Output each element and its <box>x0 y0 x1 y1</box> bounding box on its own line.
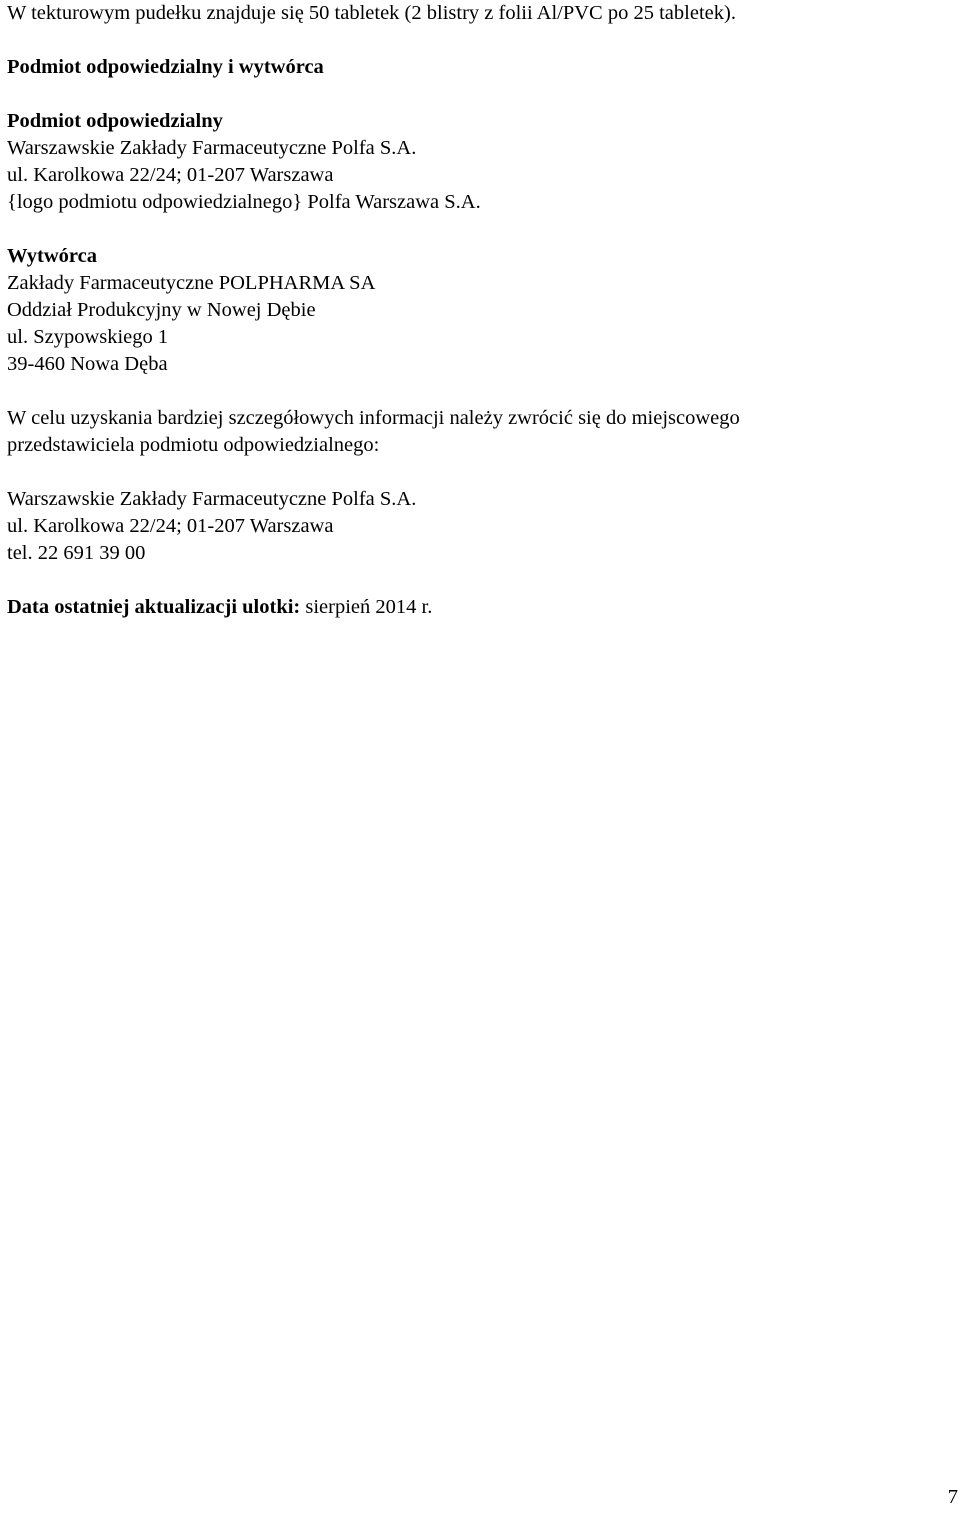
marketing-holder-heading: Podmiot odpowiedzialny <box>7 110 223 132</box>
spacer <box>7 216 952 243</box>
manufacturer-division: Oddział Produkcyjny w Nowej Dębie <box>7 299 316 321</box>
marketing-holder-logo-line: {logo podmiotu odpowiedzialnego} Polfa Warszawa S.A. <box>7 191 481 213</box>
page-number: 7 <box>947 1486 958 1508</box>
contact-intro-line1: W celu uzyskania bardziej szczegółowych informacji należy zwrócić się do miejscowego <box>7 407 740 429</box>
contact-address: ul. Karolkowa 22/24; 01-207 Warszawa <box>7 515 334 537</box>
last-update-label: Data ostatniej aktualizacji ulotki: <box>7 596 301 618</box>
contact-phone: tel. 22 691 39 00 <box>7 542 146 564</box>
spacer <box>7 27 952 54</box>
spacer <box>7 567 952 594</box>
contact-name: Warszawskie Zakłady Farmaceutyczne Polfa S.A. <box>7 488 417 510</box>
spacer <box>7 378 952 405</box>
manufacturer-city: 39-460 Nowa Dęba <box>7 353 168 375</box>
manufacturer-block <box>7 243 952 378</box>
manufacturer-street: ul. Szypowskiego 1 <box>7 326 169 348</box>
spacer <box>7 81 952 108</box>
section-heading: Podmiot odpowiedzialny i wytwórca <box>7 56 324 78</box>
marketing-holder-block <box>7 108 952 216</box>
contact-intro-line2: przedstawiciela podmiotu odpowiedzialnego: <box>7 434 380 456</box>
spacer <box>7 459 952 486</box>
marketing-holder-name: Warszawskie Zakłady Farmaceutyczne Polfa S.A. <box>7 137 417 159</box>
last-update-line <box>7 594 952 621</box>
manufacturer-name: Zakłady Farmaceutyczne POLPHARMA SA <box>7 272 376 294</box>
marketing-holder-address: ul. Karolkowa 22/24; 01-207 Warszawa <box>7 164 334 186</box>
packaging-text: W tekturowym pudełku znajduje się 50 tabletek (2 blistry z folii Al/PVC po 25 tabletek). <box>7 2 736 24</box>
leaflet-page <box>7 0 952 621</box>
contact-block <box>7 405 952 567</box>
manufacturer-heading: Wytwórca <box>7 245 97 267</box>
last-update-value: sierpień 2014 r. <box>305 596 433 618</box>
